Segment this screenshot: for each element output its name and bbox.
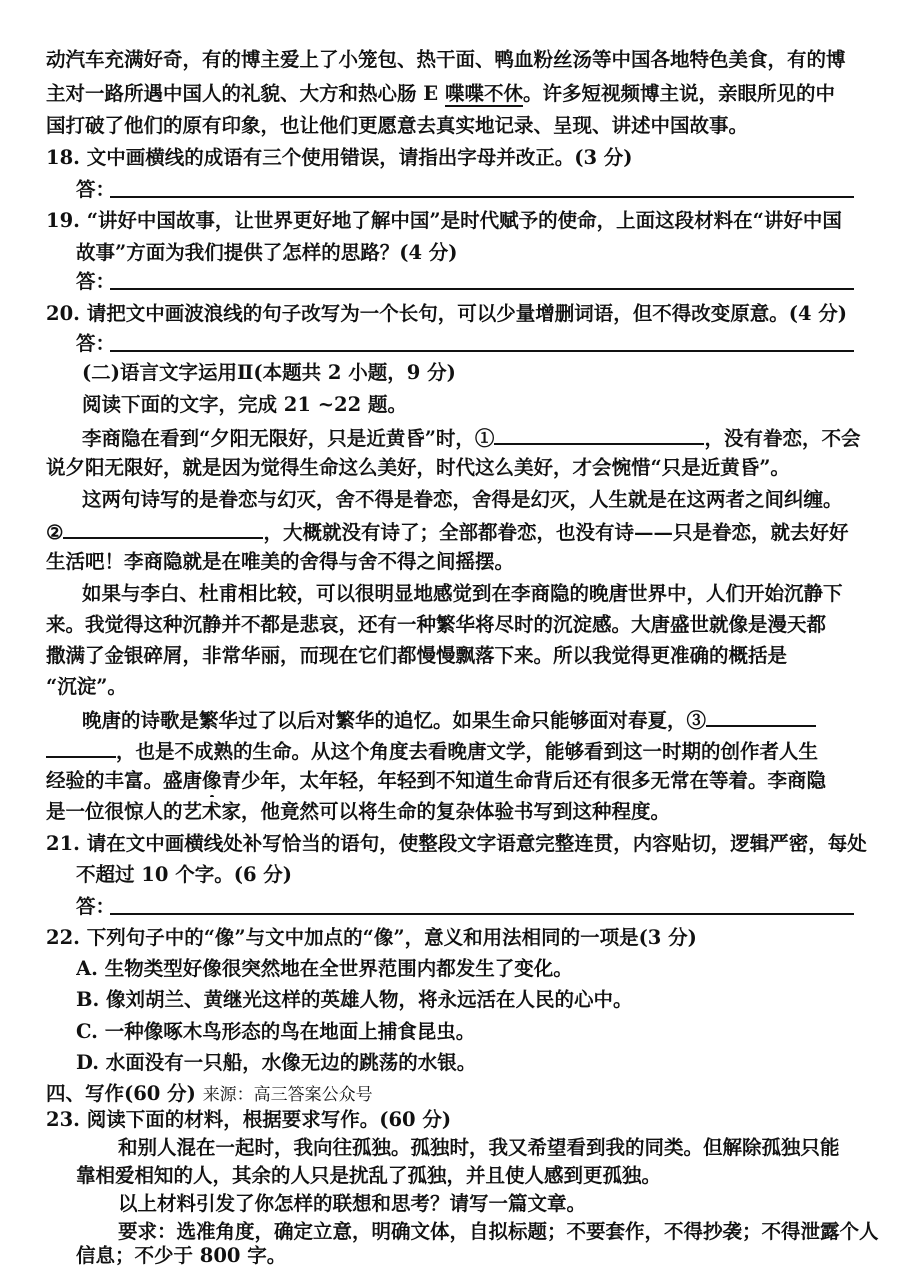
blank-1[interactable]: [494, 421, 704, 445]
material-line-2: 靠相爱相知的人，其余的人只是扰乱了孤独，并且使人感到更孤独。: [76, 1164, 662, 1187]
intro-line-2-post: 。许多短视频博主说，亲眼所见的中: [522, 82, 835, 105]
question-18: 18. 文中画横线的成语有三个使用错误，请指出字母并改正。(3 分): [46, 146, 633, 169]
answer-line-18[interactable]: [110, 196, 854, 198]
answer-line-20[interactable]: [110, 350, 854, 352]
question-21-line-2: 不超过 10 个字。(6 分): [76, 863, 293, 886]
passage-p3-line-2: 来。我觉得这种沉静并不都是悲哀，还有一种繁华将尽时的沉淀感。大唐盛世就像是漫天都: [46, 613, 827, 636]
passage-p4-line-2-text: ，也是不成熟的生命。从这个角度去看晚唐文学，能够看到这一时期的创作者人生: [116, 740, 819, 763]
answer-label-18: 答：: [76, 178, 116, 201]
section-4-title: 四、写作(60 分): [46, 1082, 196, 1105]
passage-p1-pre: 李商隐在看到“夕阳无限好，只是近黄昏”时，①: [82, 427, 495, 450]
passage-p2-line-1: 这两句诗写的是眷恋与幻灭，舍不得是眷恋，舍得是幻灭，人生就是在这两者之间纠缠。: [82, 488, 843, 511]
passage-p1-line-2: 说夕阳无限好，就是因为觉得生命这么美好，时代这么美好，才会惋惜“只是近黄昏”。: [46, 456, 790, 479]
passage-p2-line-3: 生活吧！李商隐就是在唯美的舍得与舍不得之间摇摆。: [46, 550, 515, 573]
passage-p2-line-2: [46, 515, 900, 547]
requirement-line-2: 信息；不少于 800 字。: [76, 1244, 287, 1267]
requirement-line-1: 要求：选准角度，确定立意，明确文体，自拟标题；不要套作，不得抄袭；不得泄露个人: [118, 1220, 879, 1243]
question-22-stem: 22. 下列句子中的“像”与文中加点的“像”，意义和用法相同的一项是(3 分): [46, 926, 697, 949]
passage-p2-pre: ②: [46, 521, 64, 544]
option-a[interactable]: A. 生物类型好像很突然地在全世界范围内都发生了变化。: [76, 957, 573, 980]
answer-label-19: 答：: [76, 270, 116, 293]
answer-label-21: 答：: [76, 895, 116, 918]
intro-line-2: [46, 78, 900, 110]
blank-3-start[interactable]: [706, 703, 816, 727]
dotted-character: 像: [202, 769, 222, 792]
section-2-instruction: 阅读下面的文字，完成 21 ~22 题。: [82, 393, 407, 416]
passage-p4-line-2: [46, 734, 900, 766]
intro-line-3: 国打破了他们的原有印象，也让他们更愿意去真实地记录、呈现、讲述中国故事。: [46, 114, 749, 137]
writing-prompt: 以上材料引发了你怎样的联想和思考？请写一篇文章。: [118, 1192, 587, 1215]
passage-p4-line-3: [46, 765, 900, 797]
question-19-line-2: 故事”方面为我们提供了怎样的思路？(4 分): [76, 241, 458, 264]
blank-3-end[interactable]: [46, 734, 116, 758]
answer-label-20: 答：: [76, 332, 116, 355]
question-23-stem: 23. 阅读下面的材料，根据要求写作。(60 分): [46, 1108, 452, 1131]
option-d[interactable]: D. 水面没有一只船，水像无边的跳荡的水银。: [76, 1051, 477, 1074]
material-line-1: 和别人混在一起时，我向往孤独。孤独时，我又希望看到我的同类。但解除孤独只能: [118, 1136, 840, 1159]
passage-p4-pre: 晚唐的诗歌是繁华过了以后对繁华的追忆。如果生命只能够面对春夏，③: [82, 709, 707, 732]
passage-p2-post: ，大概就没有诗了；全部都眷恋，也没有诗——只是眷恋，就去好好: [263, 521, 849, 544]
question-20: 20. 请把文中画波浪线的句子改写为一个长句，可以少量增删词语，但不得改变原意。(4 分): [46, 302, 848, 325]
question-21-line-1: 21. 请在文中画横线处补写恰当的语句，使整段文字语意完整连贯，内容贴切，逻辑严密，每处: [46, 832, 867, 855]
answer-line-21[interactable]: [110, 913, 854, 915]
option-c[interactable]: C. 一种像啄木鸟形态的鸟在地面上捕食昆虫。: [76, 1020, 476, 1043]
option-b[interactable]: B. 像刘胡兰、黄继光这样的英雄人物，将永远活在人民的心中。: [76, 988, 633, 1011]
intro-line-2-pre: 主对一路所遇中国人的礼貌、大方和热心肠 E: [46, 82, 445, 105]
passage-p3-line-3: 撒满了金银碎屑，非常华丽，而现在它们都慢慢飘落下来。所以我觉得更准确的概括是: [46, 644, 788, 667]
question-19-line-1: 19. “讲好中国故事，让世界更好地了解中国”是时代赋予的使命，上面这段材料在“讲好中国: [46, 209, 842, 232]
passage-p3-line-1: 如果与李白、杜甫相比较，可以很明显地感觉到在李商隐的晚唐世界中，人们开始沉静下: [82, 582, 843, 605]
underlined-idiom-e: 喋喋不休: [444, 82, 523, 105]
passage-p4-line-3-pre: 经验的丰富。盛唐: [46, 769, 203, 792]
source-note: 来源：高三答案公众号: [202, 1085, 373, 1105]
section-2-title: (二)语言文字运用Ⅱ(本题共 2 小题，9 分): [82, 361, 456, 384]
blank-2[interactable]: [63, 515, 263, 539]
passage-p3-line-4: “沉淀”。: [46, 675, 127, 698]
passage-p4-line-1: [82, 703, 900, 735]
intro-line-1: 动汽车充满好奇，有的博主爱上了小笼包、热干面、鸭血粉丝汤等中国各地特色美食，有的博: [46, 48, 846, 71]
passage-p1-line-1: [82, 421, 900, 453]
passage-p1-post: ，没有眷恋，不会: [704, 427, 861, 450]
passage-p4-line-3-post: 青少年，太年轻，年轻到不知道生命背后还有很多无常在等着。李商隐: [221, 769, 827, 792]
passage-p4-line-4: 是一位很惊人的艺术家，他竟然可以将生命的复杂体验书写到这种程度。: [46, 800, 671, 823]
answer-line-19[interactable]: [110, 288, 854, 290]
